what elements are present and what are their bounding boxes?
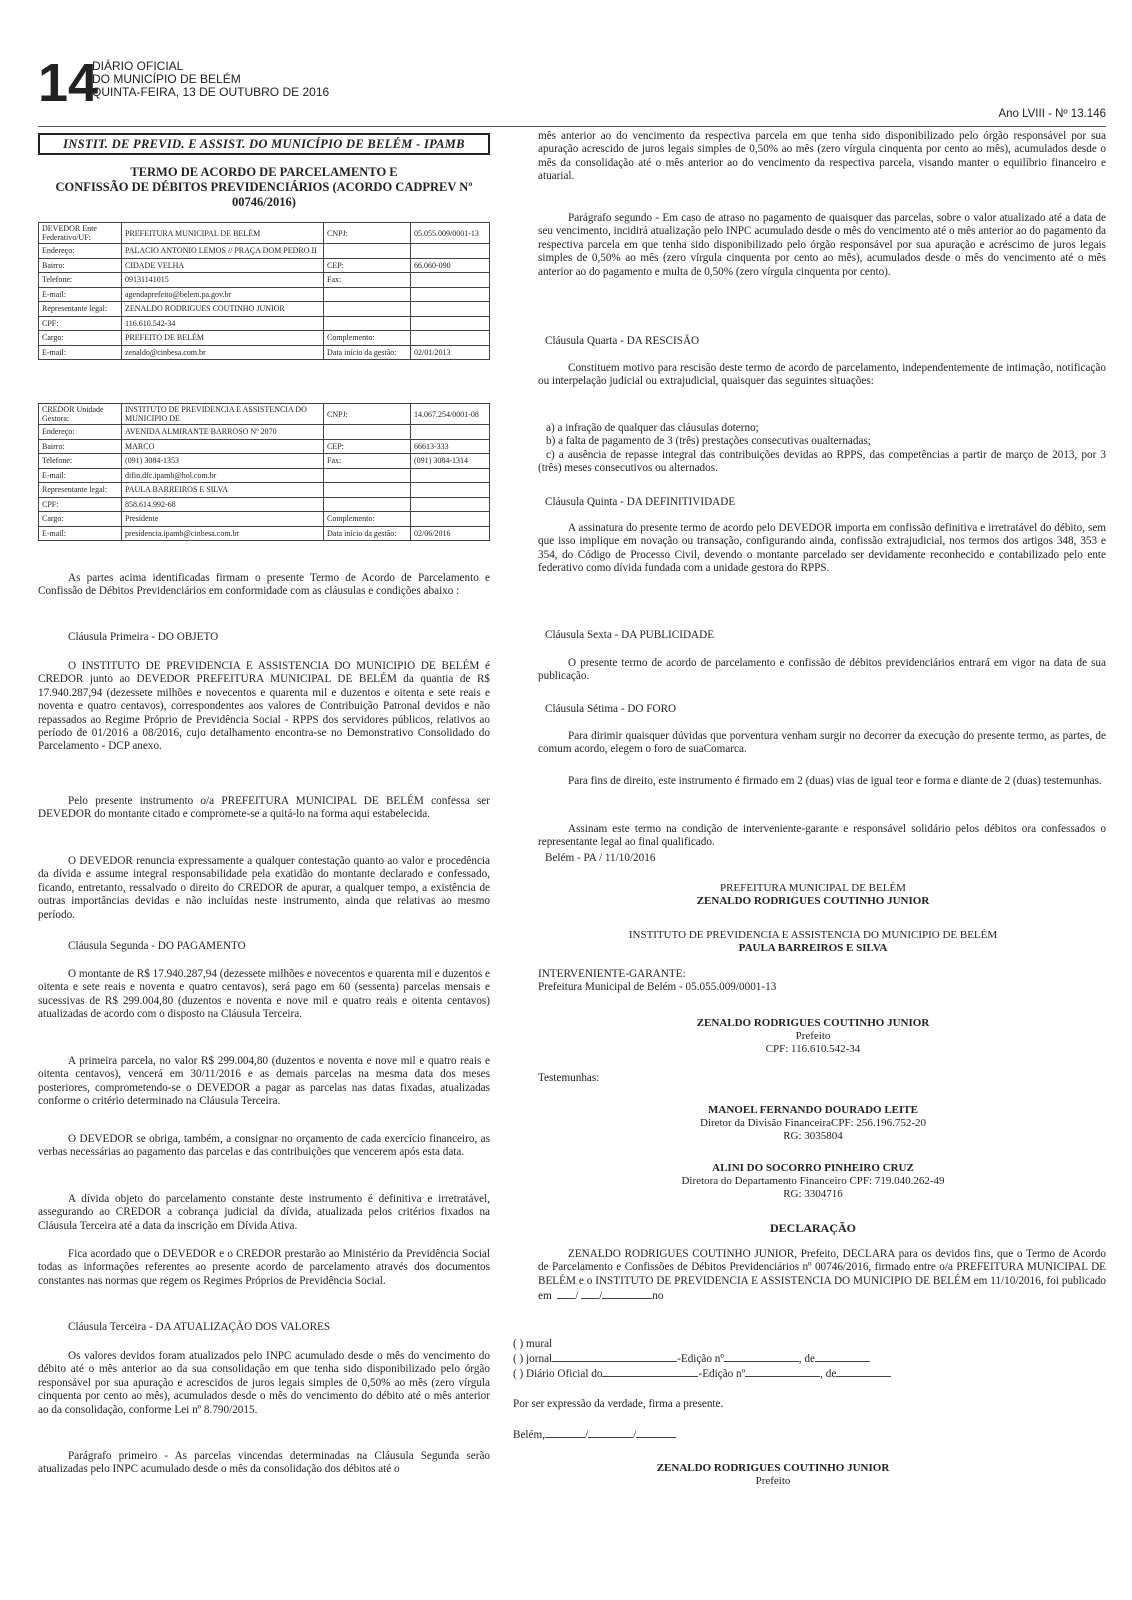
copies-paragraph: Para fins de direito, este instrumento é firmado em 2 (duas) vias de igual teor e forma e diante de 2 (duas) testemunhas. [568,775,1102,787]
registry-row [39,316,490,331]
intro-paragraph: As partes acima identificadas firmam o presente Termo de Acordo de Parcelamento e Confissão de Débitos Previdenciários em conformidade com as cláusulas e condições abaixo : [38,572,490,598]
registry-label: CREDOR Unidade Gestora: [39,404,122,425]
credor-table [38,403,490,541]
registry-value: zenaldo@cinbesa.com.br [122,345,324,360]
registry-label [324,316,411,331]
payment-paragraph: O montante de R$ 17.940.287,94 (dezessete milhões e novecentos e quarenta mil e duzentos e oitenta e sete reais e noventa e quatro centavos), será pago em 60 (sessenta) parcelas mensais e sucessivas de R$ 299.004,80 (duzentos e noventa e nove mil e quatro reais e oitenta centavos) atualizadas de acordo com o disposto na Cláusula Terceira. [38,968,490,1021]
option-mural[interactable]: ( ) mural [513,1338,553,1350]
registry-value [411,287,490,302]
registry-value: 02/01/2013 [411,345,490,360]
registry-row [39,454,490,469]
registry-row [39,512,490,527]
registry-label: Data início da gestão: [324,526,411,541]
registry-label: Endereço: [39,425,122,440]
registry-label: Telefone: [39,454,122,469]
registry-label: CEP: [324,258,411,273]
registry-row [39,258,490,273]
registry-value: 14.067.254/0001-08 [411,404,490,425]
registry-value: agendaprefeito@belem.pa.gov.br [122,287,324,302]
truth-statement: Por ser expressão da verdade, firma a presente. [513,1398,724,1410]
update-paragraph: Os valores devidos foram atualizados pelo INPC acumulado desde o mês do vencimento do débito até o mês anterior ao da sua consolidação em que tenha sido disponibilizado pelo órgão responsável por sua apuração e acrescidos de juros legais simples de 0,50% ao mês (zero vírgula cinquenta por cento ao mês), acumulados desde o mês do vencimento do débito até o mês anterior ao da consolidação, conforme Lei nº 8.790/2015. [38,1350,490,1416]
title-line: CONFISSÃO DE DÉBITOS PREVIDENCIÁRIOS (ACORDO CADPREV Nº [55,180,473,194]
signer-organization: PREFEITURA MUNICIPAL DE BELÉM [720,882,906,894]
signer-title: Prefeito [795,1030,831,1042]
clause-heading: Cláusula Quinta - DA DEFINITIVIDADE [545,496,736,508]
final-signature [480,1462,1066,1488]
registry-value: 66.060-090 [411,258,490,273]
mayor-signature [520,1017,1106,1056]
signer-name: PAULA BARREIROS E SILVA [738,942,888,954]
guarantor-label: INTERVENIENTE-GARANTE: [538,968,686,980]
registry-value: presidencia.ipamb@cinbesa.com.br [122,526,324,541]
document-title [38,165,490,210]
registry-value [411,483,490,498]
devedor-table [38,222,490,360]
registry-value: AVENIDA ALMIRANTE BARROSO Nº 2070 [122,425,324,440]
second-subparagraph: Parágrafo segundo - Em caso de atraso no pagamento de quaisquer das parcelas, sobre o valor atualizado até a data de seu vencimento, incidirá atualização pelo INPC acumulado desde o mês do vencimento até o mês anterior ao do pagamento da respectiva parcela em que tenha sido disponibilizado pelo órgão responsável por sua apuração e acréscimo de juros legais simples de 0,50% ao mês (zero vírgula cinquenta por cento ao mês), acumulados desde o mês do vencimento até o mês anterior ao do pagamento e multa de 0,50% (zero vírgula cinquenta por cento). [538,212,1106,278]
title-line: TERMO DE ACORDO DE PARCELAMENTO E [130,165,398,179]
registry-row [39,468,490,483]
registry-value: 66613-333 [411,439,490,454]
registry-label: Fax: [324,454,411,469]
registry-row [39,287,490,302]
registry-label: CPF: [39,497,122,512]
registry-value: Presidente [122,512,324,527]
registry-label: DEVEDOR Ente Federativo/UF: [39,223,122,244]
definitivity-paragraph: A assinatura do presente termo de acordo pelo DEVEDOR importa em confissão definitiva e irretratável do débito, sem que isso implique em novação ou transação, configurando ainda, confissão extrajudicial, nos termos dos artigos 348, 353 e 354, do Código de Processo Civil, devendo o montante parcelado ser devidamente reconhecido e contabilizado pelo ente federativo como dívida fundada com a unidade gestora do RPPS. [538,522,1106,575]
guarantor-block [538,968,776,994]
witness-role: Diretor da Divisão FinanceiraCPF: 256.196.752-20 [699,1117,927,1129]
registry-value [411,468,490,483]
registry-label: CPF: [39,316,122,331]
debt-paragraph: A dívida objeto do parcelamento constante deste instrumento é definitiva e irretratável, assegurando ao CREDOR a cobrança judicial da dívida, atualizada pelos critérios fixados na Cláusula Terceira até a data da inscrição em Dívida Ativa. [38,1193,490,1232]
registry-value: INSTITUTO DE PREVIDENCIA E ASSISTENCIA DO MUNICIPIO DE [122,404,324,425]
publicity-paragraph: O presente termo de acordo de parcelamento e confissão de débitos previdenciários entrará em vigor na data de sua publicação. [538,657,1106,683]
registry-value: 858.614.992-68 [122,497,324,512]
witness-name: MANOEL FERNANDO DOURADO LEITE [708,1104,918,1116]
signature-block-prefeitura [520,882,1106,908]
first-installment-paragraph: A primeira parcela, no valor R$ 299.004,80 (duzentos e noventa e nove mil e quatro reais e oitenta centavos), vencerá em 30/11/2016 e as demais parcelas na mesma data dos meses posteriores, comprometendo-se o DEVEDOR a pagar as parcelas nas datas fixadas, atualizadas conforme o critério determinado na Cláusula Terceira. [38,1055,490,1108]
confession-paragraph: Pelo presente instrumento o/a PREFEITURA MUNICIPAL DE BELÉM confessa ser DEVEDOR do montante citado e compromete-se a quitá-lo na forma aqui estabelecida. [38,795,490,821]
registry-value [411,302,490,317]
registry-value: PREFEITURA MUNICIPAL DE BELÉM [122,223,324,244]
registry-label: CEP: [324,439,411,454]
registry-value: 02/06/2016 [411,526,490,541]
signer-name: ZENALDO RODRIGUES COUTINHO JUNIOR [656,1462,890,1474]
registry-row [39,425,490,440]
registry-label: E-mail: [39,287,122,302]
place-date: Belém - PA / 11/10/2016 [545,852,656,864]
registry-row [39,223,490,244]
registry-value: difin.dfc.ipamb@hol.com.br [122,468,324,483]
registry-label: CNPJ: [324,223,411,244]
guarantor-value: Prefeitura Municipal de Belém - 05.055.009/0001-13 [538,981,777,993]
jurisdiction-paragraph: Para dirimir quaisquer dúvidas que porventura venham surgir no decorrer da execução do presente termo, as partes, de comum acordo, elegem o foro de suaComarca. [538,730,1106,756]
registry-row [39,273,490,288]
rescission-item: c) a ausência de repasse integral das contribuições devidas ao RPPS, das competências a partir de março de 2013, por 3 (três) meses consecutivos ou alternados. [538,448,1106,475]
budget-paragraph: O DEVEDOR se obriga, também, a consignar no orçamento de cada exercício financeiro, as verbas necessárias ao pagamento das parcelas e das contribuições que vencerem após esta data. [38,1133,490,1159]
registry-value: 116.610.542-34 [122,316,324,331]
witness-1 [520,1104,1106,1143]
edition-number: Ano LVIII - Nº 13.146 [998,108,1106,120]
option-jornal[interactable]: ( ) jornal -Edição nº , de [513,1351,891,1366]
registry-value: (091) 3084-1314 [411,454,490,469]
registry-row [39,439,490,454]
clause-heading: Cláusula Quarta - DA RESCISÃO [545,335,700,347]
registry-value [411,512,490,527]
clause-heading: Cláusula Primeira - DO OBJETO [68,631,219,643]
registry-value: ZENALDO RODRIGUES COUTINHO JUNIOR [122,302,324,317]
registry-value: PALACIO ANTONIO LEMOS // PRAÇA DOM PEDRO II [122,244,324,259]
registry-label [324,244,411,259]
rescission-paragraph: Constituem motivo para rescisão deste termo de acordo de parcelamento, independentemente de intimação, notificação ou interpelação judicial ou extrajudicial, quaisquer das seguintes situações: [538,362,1106,388]
signer-name: ZENALDO RODRIGUES COUTINHO JUNIOR [696,1017,930,1029]
registry-label: Bairro: [39,258,122,273]
registry-label [324,483,411,498]
registry-label: Data início da gestão: [324,345,411,360]
signer-organization: INSTITUTO DE PREVIDENCIA E ASSISTENCIA DO MUNICIPIO DE BELÉM [628,929,998,941]
registry-label: Telefone: [39,273,122,288]
signature-block-instituto [520,929,1106,955]
registry-value: CIDADE VELHA [122,258,324,273]
witness-rg: RG: 3304716 [783,1188,843,1200]
registry-value [411,316,490,331]
registry-value: MARCO [122,439,324,454]
registry-label: Complemento: [324,512,411,527]
witness-rg: RG: 3035804 [783,1130,843,1142]
publication-options [513,1337,891,1381]
registry-value: 09131141015 [122,273,324,288]
registry-value: 05.055.009/0001-13 [411,223,490,244]
witness-name: ALINI DO SOCORRO PINHEIRO CRUZ [712,1162,914,1174]
registry-label: E-mail: [39,468,122,483]
municipality-name: DO MUNICÍPIO DE BELÉM [92,72,241,86]
registry-label [324,425,411,440]
waiver-paragraph: O DEVEDOR renuncia expressamente a qualquer contestação quanto ao valor e procedência da dívida e assume integral responsabilidade pela exatidão do montante declarado e confessado, ficando, entretanto, ressalvado o direito do CREDOR de apurar, a qualquer tempo, a existência de outras importâncias devidas e não incluídas neste instrumento, ainda que relativas ao mesmo período. [38,855,490,921]
clause-heading: Cláusula Terceira - DA ATUALIZAÇÃO DOS VALORES [68,1321,331,1333]
registry-label [324,497,411,512]
registry-label: Fax: [324,273,411,288]
registry-label: Complemento: [324,331,411,346]
registry-row [39,244,490,259]
registry-row [39,404,490,425]
registry-label [324,287,411,302]
journal-name: DIÁRIO OFICIAL [92,59,184,73]
option-diario[interactable]: ( ) Diário Oficial do -Edição nº , de [513,1366,891,1381]
registry-row [39,345,490,360]
registry-row [39,483,490,498]
first-subparagraph: Parágrafo primeiro - As parcelas vincendas determinadas na Cláusula Segunda serão atualizadas pelo INPC acumulado desde o mês da consolidação dos débitos até o [38,1450,490,1476]
clause-heading: Cláusula Sétima - DO FORO [545,703,677,715]
signer-name: ZENALDO RODRIGUES COUTINHO JUNIOR [696,895,930,907]
signing-place: Belém, / / [513,1427,676,1442]
declaration-title: DECLARAÇÃO [769,1221,856,1235]
registry-label: Bairro: [39,439,122,454]
witness-role: Diretora do Departamento Financeiro CPF: 719.040.262-49 [681,1175,945,1187]
registry-row [39,302,490,317]
signer-cpf: CPF: 116.610.542-34 [765,1043,861,1055]
registry-label: Cargo: [39,331,122,346]
registry-value: PAULA BARREIROS E SILVA [122,483,324,498]
clause-heading: Cláusula Sexta - DA PUBLICIDADE [545,629,715,641]
registry-value [411,273,490,288]
clause-heading: Cláusula Segunda - DO PAGAMENTO [68,940,246,952]
witness-2 [520,1162,1106,1201]
registry-label: Representante legal: [39,302,122,317]
ministry-paragraph: Fica acordado que o DEVEDOR e o CREDOR prestarão ao Ministério da Previdência Social todas as informações referentes ao presente acordo de parcelamento através dos documentos constantes nas normas que regem os Regimes Próprios de Previdência Social. [38,1248,490,1287]
signers-paragraph: Assinam este termo na condição de interveniente-garante e responsável solidário pelos débitos ora confessados o representante legal ao final qualificado. [538,823,1106,849]
registry-value [411,425,490,440]
registry-row [39,331,490,346]
registry-label [324,302,411,317]
continuation-paragraph: mês anterior ao do vencimento da respectiva parcela em que tenha sido disponibilizado pelo órgão responsável por sua apuração acrescido de juros legais simples de 0,50% ao mês (zero vírgula cinquenta por cento ao mês), acumulados desde o mês da consolidação até o mês anterior ao do vencimento da respectiva parcela, visando manter o equilíbrio financeiro e atuarial. [538,130,1106,183]
page-number: 14 [38,53,99,113]
signer-title: Prefeito [755,1475,791,1487]
rescission-item: a) a infração de qualquer das cláusulas doterno; [546,422,759,434]
title-line: 00746/2016) [232,195,296,209]
declaration-paragraph: ZENALDO RODRIGUES COUTINHO JUNIOR, Prefeito, DECLARA para os devidos fins, que o Termo de Acordo de Parcelamento e Confissões de Débitos Previdenciários nº 00746/2016, firmado entre o/a PREFEITURA MUNICIPAL DE BELÉM e o INSTITUTO DE PREVIDENCIA E ASSISTENCIA DO MUNICIPIO DE BELÉM em 11/10/2016, foi publicado em / / no [538,1248,1106,1303]
registry-label: Endereço: [39,244,122,259]
registry-value: PREFEITO DE BELÉM [122,331,324,346]
registry-label: E-mail: [39,345,122,360]
registry-value [411,244,490,259]
registry-value [411,497,490,512]
rescission-items [538,422,1106,476]
registry-value: (091) 3084-1353 [122,454,324,469]
registry-label: CNPJ: [324,404,411,425]
object-paragraph: O INSTITUTO DE PREVIDENCIA E ASSISTENCIA DO MUNICIPIO DE BELÉM é CREDOR junto ao DEVEDOR PREFEITURA MUNICIPAL DE BELÉM da quantia de R$ 17.940.287,94 (dezessete milhões e novecentos e quarenta mil e duzentos e oitenta e sete reais e noventa e quatro centavos), correspondentes aos valores de Contribuição Patronal devidos e não repassados ao Regime Próprio de Previdência Social - RPPS dos servidores públicos, relativos ao período de 01/2016 a 08/2016, cujo detalhamento encontra-se no Demonstrativo Consolidado do Parcelamento - DCP anexo. [38,660,490,753]
issue-date: QUINTA-FEIRA, 13 DE OUTUBRO DE 2016 [92,85,330,99]
registry-label: Representante legal: [39,483,122,498]
registry-label: Cargo: [39,512,122,527]
header-divider [38,126,1106,127]
rescission-item: b) a falta de pagamento de 3 (três) prestações consecutivas oualternadas; [546,435,871,448]
registry-row [39,526,490,541]
registry-value [411,331,490,346]
witnesses-label: Testemunhas: [538,1072,600,1084]
registry-label [324,468,411,483]
section-heading: INSTIT. DE PREVID. E ASSIST. DO MUNICÍPIO DE BELÉM - IPAMB [38,133,490,155]
registry-row [39,497,490,512]
registry-label: E-mail: [39,526,122,541]
masthead [92,60,329,99]
